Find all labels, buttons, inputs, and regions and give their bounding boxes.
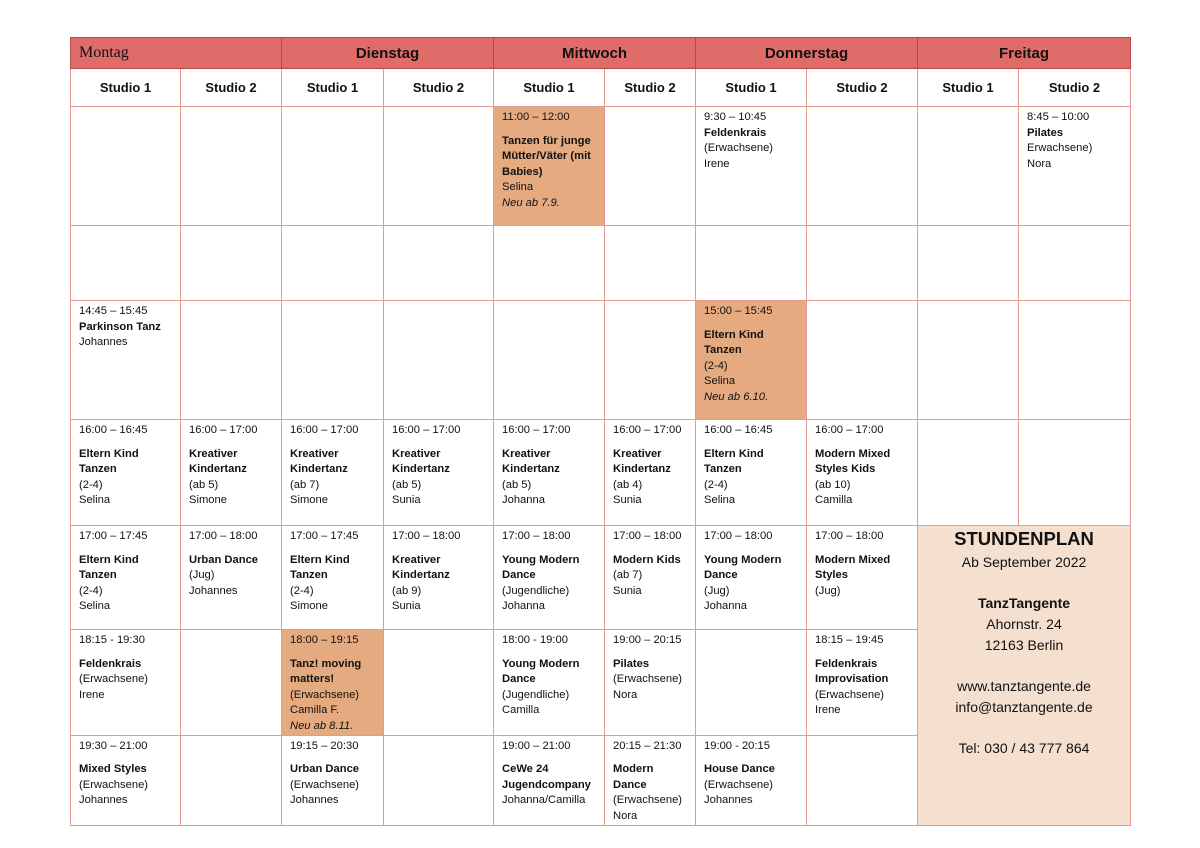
class-name: Eltern Kind Tanzen: [79, 553, 139, 582]
class-teacher: Camilla F.: [290, 704, 340, 717]
class-time: 19:15 – 20:30: [290, 739, 359, 752]
empty-cell: [282, 226, 384, 301]
studio-1-header: Studio 1: [918, 69, 1019, 107]
class-group: (Jug): [189, 569, 215, 582]
class-name: Modern Dance: [613, 763, 654, 791]
class-group: (Erwachsene): [815, 688, 885, 701]
empty-cell: [807, 301, 918, 420]
class-teacher: Selina: [79, 600, 111, 613]
class-group: (Erwachsene): [704, 778, 774, 791]
studio-2-header: Studio 2: [384, 69, 494, 107]
empty-cell: [384, 630, 494, 736]
empty-cell: [384, 301, 494, 420]
class-teacher: Johannes: [79, 336, 128, 349]
class-name: Eltern Kind Tanzen: [704, 328, 764, 357]
schedule-row: [71, 107, 1131, 226]
empty-cell: [71, 107, 181, 226]
class-name: Urban Dance: [189, 553, 259, 566]
class-name: Feldenkrais Improvisation: [815, 657, 889, 686]
class-time: 19:30 – 21:00: [79, 739, 148, 752]
empty-cell: [696, 630, 807, 736]
class-cell: [71, 526, 181, 630]
class-time: 19:00 – 21:00: [502, 739, 571, 752]
studio-2-header: Studio 2: [181, 69, 282, 107]
class-teacher: Simone: [290, 494, 328, 507]
class-name: Kreativer Kindertanz: [290, 447, 348, 476]
class-group: (ab 9): [392, 584, 422, 597]
class-group: (Jugendliche): [502, 688, 570, 701]
class-teacher: Sunia: [613, 584, 642, 597]
class-name: Eltern Kind Tanzen: [290, 553, 350, 582]
day-donnerstag: Donnerstag: [696, 38, 918, 69]
class-group: (2-4): [290, 584, 314, 597]
class-time: 19:00 - 20:15: [704, 739, 770, 752]
day-montag: Montag: [71, 38, 282, 69]
empty-cell: [605, 301, 696, 420]
class-group: (ab 10): [815, 478, 851, 491]
class-cell: [494, 630, 605, 736]
class-teacher: Irene: [704, 157, 730, 170]
class-cell: [282, 526, 384, 630]
class-cell: [605, 735, 696, 825]
class-time: 19:00 – 20:15: [613, 634, 682, 646]
empty-cell: [181, 226, 282, 301]
class-teacher: Camilla: [502, 704, 540, 717]
schedule-row: [71, 301, 1131, 420]
class-cell: [71, 630, 181, 736]
empty-cell: [807, 735, 918, 825]
empty-cell: [181, 735, 282, 825]
class-group: (Jug): [815, 584, 841, 597]
class-time: 18:15 - 19:30: [79, 634, 145, 646]
class-name: Kreativer Kindertanz: [189, 447, 247, 476]
class-name: Parkinson Tanz: [79, 320, 161, 333]
class-group: (2-4): [704, 359, 728, 372]
class-cell: [181, 526, 282, 630]
class-group: (Erwachsene): [290, 688, 360, 701]
class-teacher: Simone: [189, 494, 227, 507]
class-teacher: Selina: [502, 181, 534, 194]
class-note: Neu ab 7.9.: [502, 196, 560, 209]
info-title: STUNDENPLAN: [954, 528, 1094, 549]
class-teacher: Selina: [704, 375, 736, 388]
class-teacher: Johanna: [502, 494, 545, 507]
class-group: (2-4): [704, 478, 728, 491]
class-name: Feldenkrais: [79, 657, 142, 670]
class-name: House Dance: [704, 763, 775, 776]
class-cell: [71, 735, 181, 825]
class-group: (ab 5): [502, 478, 532, 491]
class-time: 17:00 – 17:45: [290, 530, 359, 542]
class-group: (2-4): [79, 478, 103, 491]
class-time: 11:00 – 12:00: [502, 111, 570, 123]
class-name: Kreativer Kindertanz: [392, 447, 450, 476]
schedule-row: [71, 526, 1131, 630]
class-cell: [494, 735, 605, 825]
class-time: 9:30 – 10:45: [704, 111, 767, 123]
class-cell: [71, 301, 181, 420]
empty-cell: [1019, 226, 1131, 301]
class-name: Mixed Styles: [79, 763, 147, 776]
class-cell: [696, 107, 807, 226]
class-time: 17:00 – 18:00: [815, 530, 884, 542]
empty-cell: [807, 107, 918, 226]
class-time: 17:00 – 17:45: [79, 530, 148, 542]
empty-cell: [181, 107, 282, 226]
class-teacher: Nora: [613, 688, 638, 701]
empty-cell: [181, 630, 282, 736]
class-note: Neu ab 6.10.: [704, 390, 769, 403]
class-cell: [696, 526, 807, 630]
class-name: Modern Kids: [613, 553, 681, 566]
class-teacher: Nora: [613, 809, 638, 822]
info-website[interactable]: www.tanztangente.de: [957, 678, 1091, 694]
empty-cell: [918, 107, 1019, 226]
class-cell: [282, 735, 384, 825]
studio-1-header: Studio 1: [71, 69, 181, 107]
class-name: Kreativer Kindertanz: [613, 447, 671, 476]
info-phone: Tel: 030 / 43 777 864: [958, 740, 1090, 756]
empty-cell: [282, 107, 384, 226]
class-cell: [282, 630, 384, 736]
class-teacher: Sunia: [392, 494, 421, 507]
class-time: 20:15 – 21:30: [613, 739, 682, 752]
empty-cell: [494, 226, 605, 301]
empty-cell: [696, 226, 807, 301]
class-teacher: Johanna/Camilla: [502, 794, 586, 807]
info-organization: TanzTangente: [978, 595, 1071, 611]
class-cell: [71, 420, 181, 526]
class-cell: [384, 420, 494, 526]
class-name: Tanz! moving matters!: [290, 657, 362, 686]
empty-cell: [1019, 420, 1131, 526]
class-time: 16:00 – 16:45: [704, 424, 773, 436]
class-teacher: Johannes: [704, 794, 753, 807]
empty-cell: [71, 226, 181, 301]
class-group: (2-4): [79, 584, 103, 597]
class-cell: [605, 420, 696, 526]
class-cell: [807, 630, 918, 736]
class-teacher: Sunia: [613, 494, 642, 507]
class-cell: [696, 420, 807, 526]
class-time: 18:00 – 19:15: [290, 634, 359, 646]
class-time: 14:45 – 15:45: [79, 305, 148, 317]
class-group: (Erwachsene): [79, 673, 149, 686]
class-teacher: Sunia: [392, 600, 421, 613]
day-dienstag: Dienstag: [282, 38, 494, 69]
empty-cell: [605, 226, 696, 301]
class-time: 15:00 – 15:45: [704, 305, 773, 317]
class-group: Erwachsene): [1027, 142, 1093, 155]
class-cell: [282, 420, 384, 526]
class-teacher: Johanna: [502, 600, 545, 613]
schedule-row: [71, 420, 1131, 526]
studio-2-header: Studio 2: [807, 69, 918, 107]
class-group: (Erwachsene): [613, 673, 683, 686]
class-name: Kreativer Kindertanz: [502, 447, 560, 476]
empty-cell: [384, 107, 494, 226]
schedule-row: [71, 226, 1131, 301]
class-note: Neu ab 8.11.: [290, 719, 354, 732]
class-teacher: Johanna: [704, 600, 747, 613]
class-cell: [696, 735, 807, 825]
class-group: (ab 7): [290, 478, 320, 491]
class-group: (Erwachsene): [79, 778, 149, 791]
class-name: Urban Dance: [290, 763, 360, 776]
class-teacher: Selina: [704, 494, 736, 507]
class-name: Modern Mixed Styles: [815, 553, 891, 582]
class-time: 16:00 – 17:00: [189, 424, 258, 436]
class-teacher: Simone: [290, 600, 328, 613]
class-cell: [807, 526, 918, 630]
class-cell: [494, 420, 605, 526]
class-time: 18:00 - 19:00: [502, 634, 568, 646]
class-teacher: Johannes: [290, 794, 339, 807]
empty-cell: [384, 735, 494, 825]
class-teacher: Selina: [79, 494, 111, 507]
empty-cell: [918, 420, 1019, 526]
class-time: 16:00 – 17:00: [502, 424, 571, 436]
class-teacher: Irene: [815, 704, 841, 717]
empty-cell: [282, 301, 384, 420]
info-subtitle: Ab September 2022: [961, 554, 1087, 570]
class-teacher: Irene: [79, 688, 105, 701]
class-name: Young Modern Dance: [502, 657, 580, 686]
class-time: 17:00 – 18:00: [189, 530, 258, 542]
studio-header-row: [71, 69, 1131, 107]
class-time: 16:00 – 17:00: [290, 424, 359, 436]
empty-cell: [605, 107, 696, 226]
class-name: Eltern Kind Tanzen: [704, 447, 764, 476]
class-cell: [807, 420, 918, 526]
class-name: Feldenkrais: [704, 126, 767, 139]
class-name: CeWe 24 Jugendcompany: [502, 763, 591, 791]
class-name: Modern Mixed Styles Kids: [815, 447, 891, 476]
class-time: 16:00 – 17:00: [392, 424, 461, 436]
class-cell: [494, 526, 605, 630]
class-teacher: Camilla: [815, 494, 853, 507]
studio-1-header: Studio 1: [696, 69, 807, 107]
class-name: Eltern Kind Tanzen: [79, 447, 139, 476]
class-group: (Jug): [704, 584, 730, 597]
class-group: (Erwachsene): [613, 794, 683, 807]
empty-cell: [918, 226, 1019, 301]
class-time: 16:00 – 16:45: [79, 424, 148, 436]
class-cell: [1019, 107, 1131, 226]
class-cell: [384, 526, 494, 630]
class-group: (ab 5): [189, 478, 219, 491]
class-name: Young Modern Dance: [704, 553, 782, 582]
empty-cell: [494, 301, 605, 420]
class-time: 18:15 – 19:45: [815, 634, 884, 646]
empty-cell: [384, 226, 494, 301]
class-name: Young Modern Dance: [502, 553, 580, 582]
day-header-row: [71, 38, 1131, 69]
class-name: Pilates: [1027, 126, 1064, 139]
empty-cell: [181, 301, 282, 420]
class-group: (Erwachsene): [704, 142, 774, 155]
class-group: (ab 4): [613, 478, 643, 491]
class-time: 17:00 – 18:00: [613, 530, 682, 542]
class-cell: [181, 420, 282, 526]
class-group: (Jugendliche): [502, 584, 570, 597]
day-mittwoch: Mittwoch: [494, 38, 696, 69]
empty-cell: [918, 301, 1019, 420]
info-city: 12163 Berlin: [984, 637, 1064, 653]
class-cell: [605, 526, 696, 630]
studio-2-header: Studio 2: [1019, 69, 1131, 107]
class-cell: [494, 107, 605, 226]
info-box: [918, 526, 1131, 826]
timetable: [70, 37, 1131, 826]
class-time: 17:00 – 18:00: [392, 530, 461, 542]
empty-cell: [1019, 301, 1131, 420]
class-group: (ab 5): [392, 478, 422, 491]
class-name: Tanzen für junge Mütter/Väter (mit Babies): [502, 134, 591, 178]
class-teacher: Johannes: [189, 584, 238, 597]
class-cell: [605, 630, 696, 736]
class-group: (ab 7): [613, 569, 643, 582]
class-time: 17:00 – 18:00: [704, 530, 773, 542]
class-name: Kreativer Kindertanz: [392, 553, 450, 582]
class-teacher: Johannes: [79, 794, 128, 807]
info-street: Ahornstr. 24: [986, 616, 1062, 632]
class-time: 17:00 – 18:00: [502, 530, 571, 542]
empty-cell: [807, 226, 918, 301]
info-email[interactable]: info@tanztangente.de: [955, 699, 1093, 715]
class-name: Pilates: [613, 657, 650, 670]
day-freitag: Freitag: [918, 38, 1131, 69]
class-time: 8:45 – 10:00: [1027, 111, 1090, 123]
class-cell: [696, 301, 807, 420]
class-group: (Erwachsene): [290, 778, 360, 791]
studio-1-header: Studio 1: [282, 69, 384, 107]
class-teacher: Nora: [1027, 157, 1052, 170]
studio-1-header: Studio 1: [494, 69, 605, 107]
studio-2-header: Studio 2: [605, 69, 696, 107]
class-time: 16:00 – 17:00: [613, 424, 682, 436]
class-time: 16:00 – 17:00: [815, 424, 884, 436]
